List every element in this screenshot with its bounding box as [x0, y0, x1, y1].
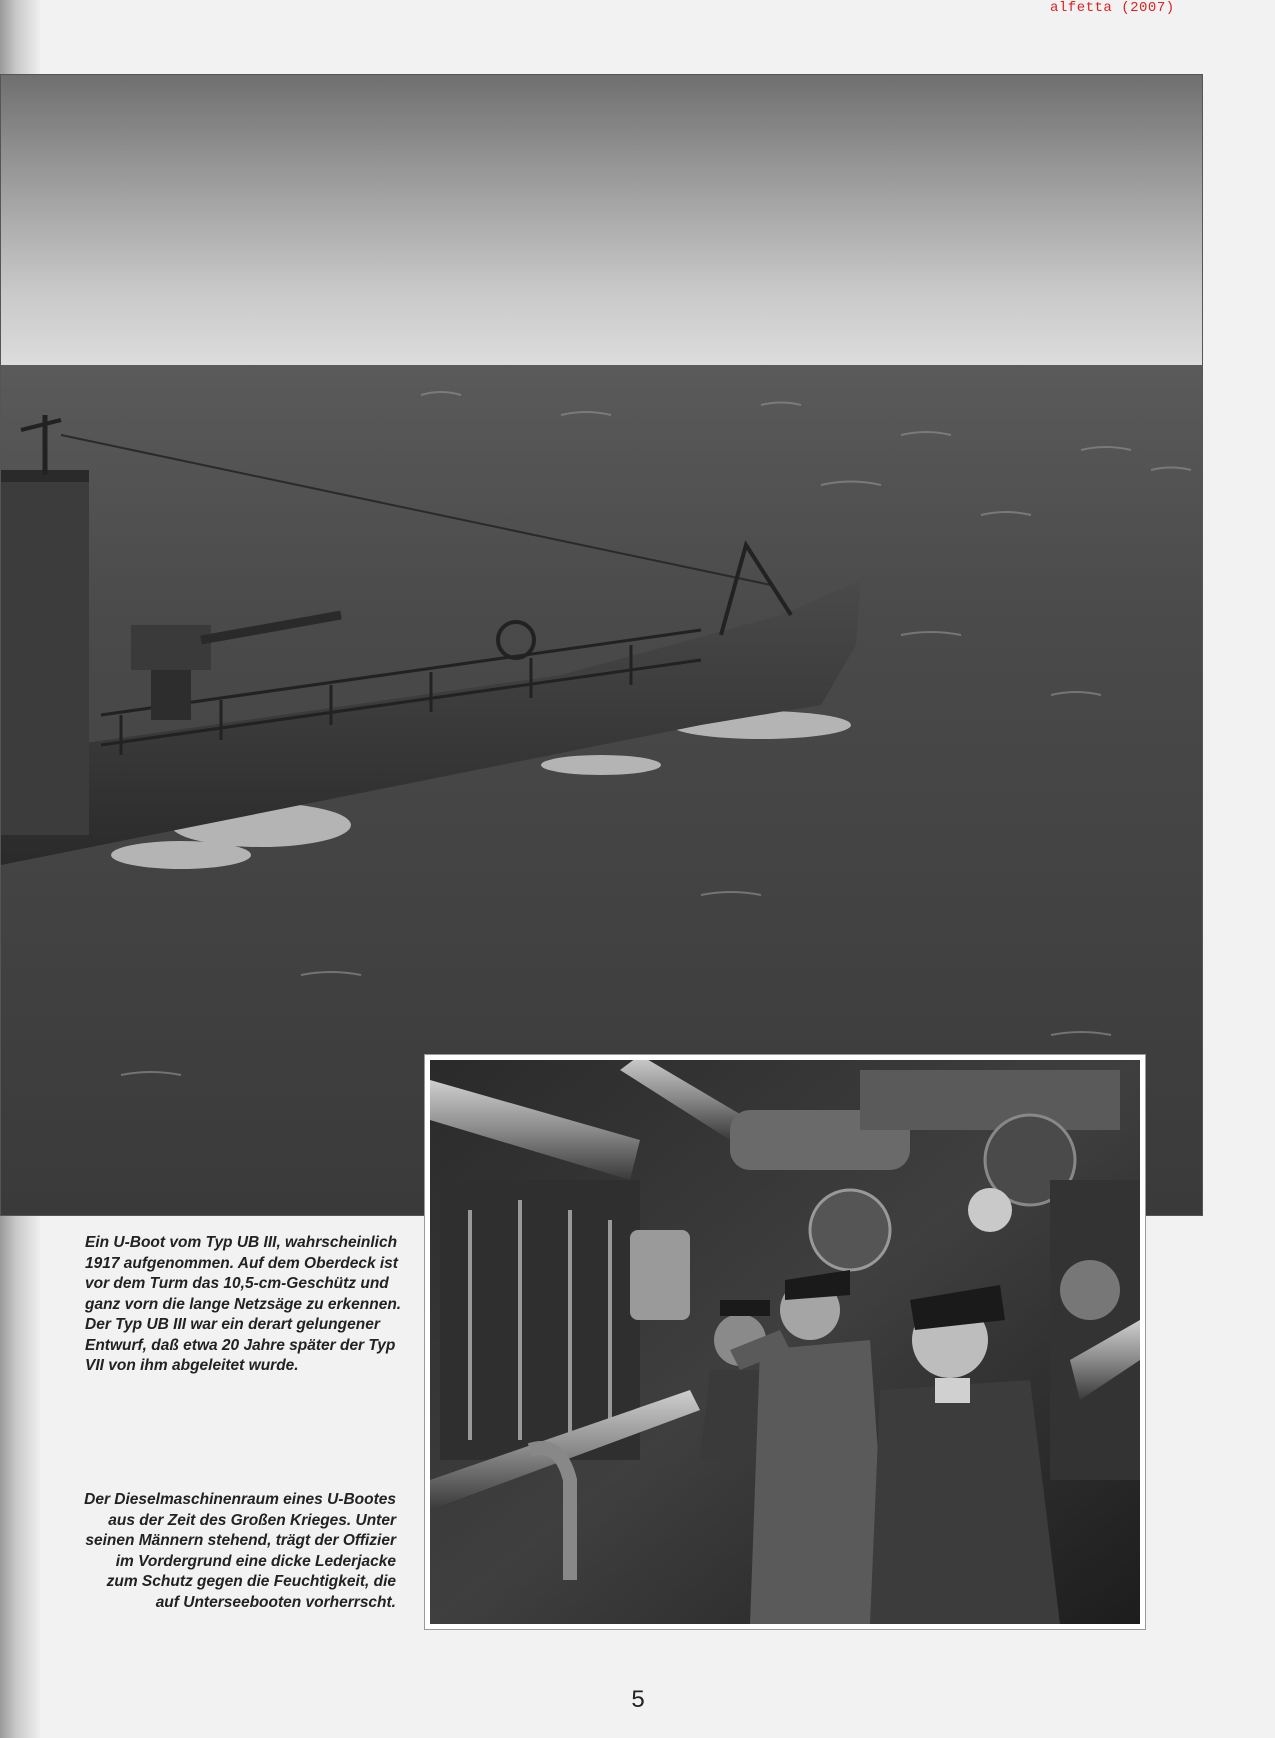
caption-submarine: Ein U-Boot vom Typ UB III, wahrscheinlich 1917 aufgenommen. Auf dem Oberdeck ist vor dem Turm das 10,5-cm-Geschütz und ganz vorn die lange Netzsäge zu erkennen. Der Typ UB III war ein derart gelungener Entwurf, daß etwa 20 Jahre später der Typ VII von ihm abgeleitet wurde.	[85, 1234, 402, 1374]
photo-submarine-image	[1, 75, 1202, 1215]
watermark: alfetta (2007)	[1050, 0, 1175, 16]
page-number: 5	[631, 1686, 645, 1713]
caption-engine-room: Der Dieselmaschinenraum eines U-Bootes aus der Zeit des Großen Krieges. Unter seinen Männern stehend, trägt der Offizier im Vordergrund eine dicke Lederjacke zum Schutz gegen die Feuchtigkeit, die auf Unterseebooten vorherrscht.	[84, 1491, 396, 1611]
photo-engine-room	[424, 1054, 1146, 1630]
photo-engine-room-image	[430, 1060, 1140, 1624]
photo-submarine-at-sea	[0, 74, 1203, 1216]
